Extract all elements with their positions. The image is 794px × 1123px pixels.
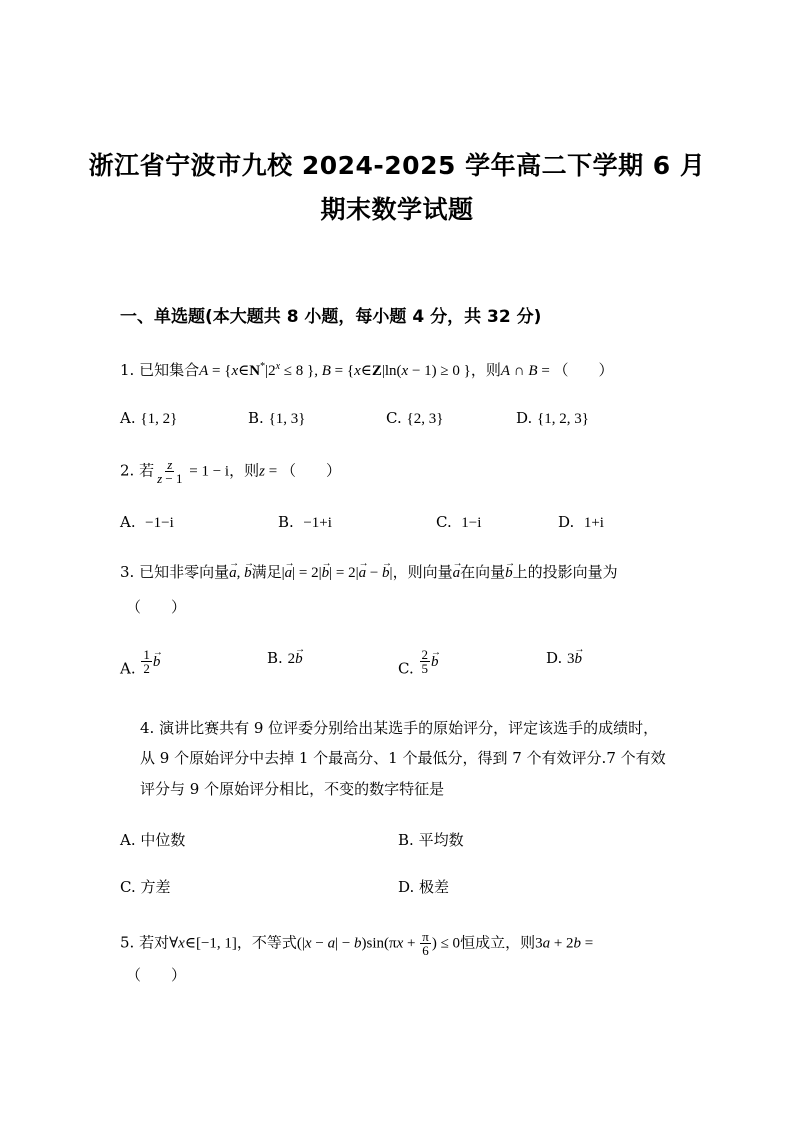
option-d: D. 1+i [558, 513, 604, 531]
option-b: B. 平均数 [398, 831, 464, 849]
section-heading: 一、单选题(本大题共 8 小题，每小题 4 分，共 32 分) [120, 307, 542, 327]
answer-bracket: （ ） [126, 598, 187, 616]
question-mid: ，则 [229, 461, 260, 480]
question-number: 5. [120, 933, 135, 952]
option-d: D. {1, 2, 3} [516, 409, 589, 427]
question-3: 3. 已知非零向量→ a, → b满足|→ a| = 2|→ b| = 2|→ a − → b|，则向量→ a在向量→ b上的投影向量为 [120, 562, 618, 583]
question-number: 3. [120, 563, 135, 581]
option-c: C. $\frac{2}{5}$ → b [398, 648, 439, 679]
question-lead: 若 [139, 461, 155, 480]
answer-bracket: （ ） [126, 966, 187, 984]
question-4-line-2: 从 9 个原始评分中去掉 1 个最高分、1 个最低分，得到 7 个有效评分.7 个有效 [140, 749, 666, 767]
option-b: B. {1, 3} [248, 409, 306, 427]
option-c: C. 1−i [436, 513, 482, 531]
page-title-line-2: 期末数学试题 [320, 195, 474, 224]
question-5: 5. 若对∀x∈[−1, 1]，不等式(|x − a| − b)sin(πx + $\frac{\pi}{6}$ ) ≤ 0恒成立，则3a + 2b = [120, 929, 594, 958]
question-lead: 已知集合 [139, 361, 200, 379]
option-a: A. {1, 2} [120, 409, 178, 427]
fraction-z-over-z-minus-1: $\frac{z}{z - 1}$ [157, 457, 183, 486]
option-d: D. 极差 [398, 878, 450, 896]
option-a: A. −1−i [120, 513, 174, 531]
question-2: 2. 若 $\frac{z}{z - 1}$ = 1 − i，则z = （ ） [120, 457, 341, 486]
option-a: A. $\frac{1}{2}$ → b [120, 648, 160, 679]
question-4-line-3: 评分与 9 个原始评分相比，不变的数字特征是 [140, 780, 445, 798]
question-number: 1. [120, 361, 135, 379]
question-number: 2. [120, 461, 135, 480]
page-title-line-1: 浙江省宁波市九校 2024-2025 学年高二下学期 6 月 [88, 151, 706, 180]
question-4-line-1: 4. 演讲比赛共有 9 位评委分别给出某选手的原始评分，评定该选手的成绩时， [140, 719, 659, 737]
set-a-formula: A [199, 363, 209, 379]
option-d: D. 3→ b [546, 648, 582, 669]
question-stem-end: ，则 [470, 361, 501, 379]
option-c: C. 方差 [120, 878, 171, 896]
answer-bracket: （ ） [553, 361, 614, 379]
option-c: C. {2, 3} [386, 409, 444, 427]
option-b: B. −1+i [278, 513, 332, 531]
question-lead: 若对 [139, 933, 170, 952]
question-1: 1. 已知集合$A = \{x\in N^*|2^x \le 8$ }, B = {x∈Z|ln(x − 1) ≥ 0 }，则A ∩ B = （ ） [120, 361, 614, 379]
option-a: A. 中位数 [120, 831, 186, 849]
answer-bracket: （ ） [280, 461, 341, 480]
option-b: B. 2→ b [267, 648, 303, 669]
question-lead: 已知非零向量 [139, 563, 230, 581]
